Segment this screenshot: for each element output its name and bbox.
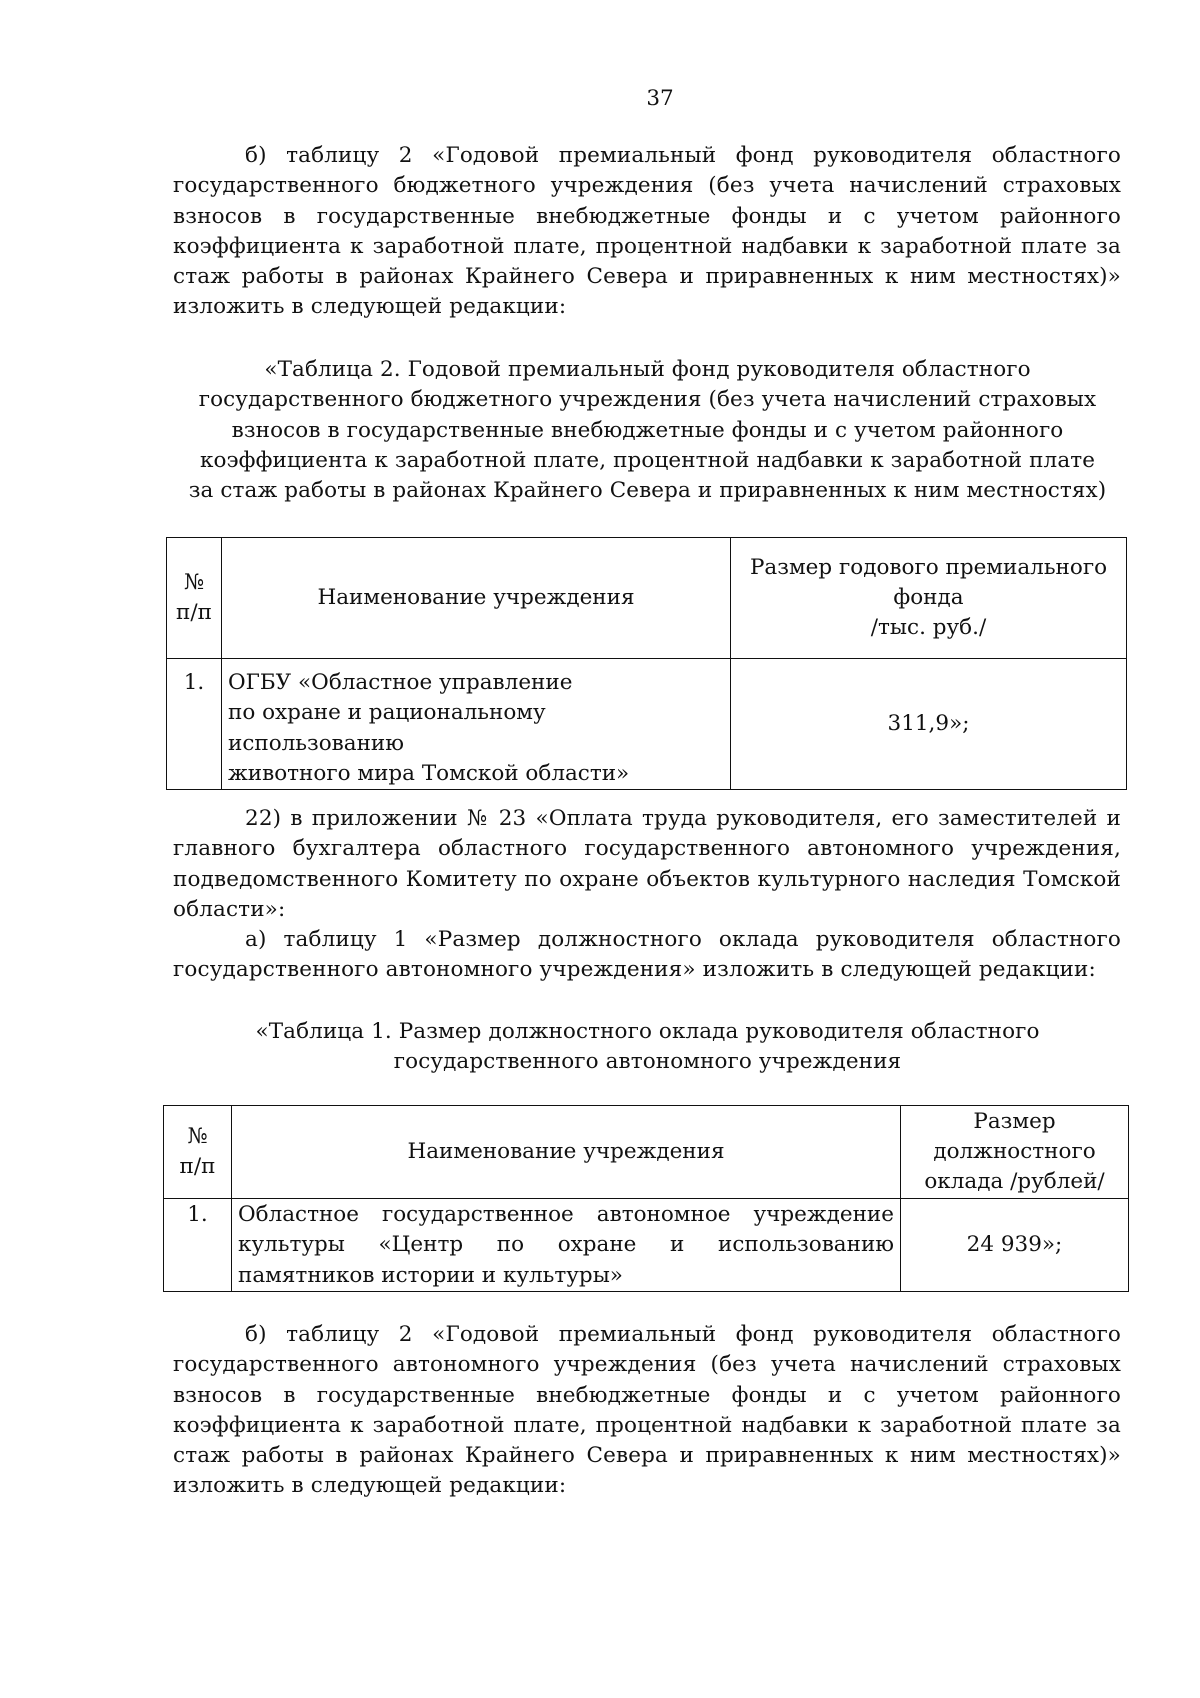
row-value: 311,9»; <box>731 659 1127 790</box>
table-row <box>164 1199 1129 1292</box>
header-name: Наименование учреждения <box>222 538 731 659</box>
header-size-line: должностного <box>933 1138 1096 1164</box>
section-b-second-text: б) таблицу 2 «Годовой премиальный фонд руководителя областного государственного автономного учреждения (без учета начислений страховых взносов в государственные внебюджетные фонды и с учетом районного коэффициента к заработной плате, процентной надбавки к заработной плате за стаж работы в районах Крайнего Севера и приравненных к ним местностях)» изложить в следующей редакции: <box>173 1322 1121 1499</box>
table1 <box>163 1105 1129 1292</box>
table2 <box>166 537 1127 790</box>
row-name: Областное государственное автономное учреждение культуры «Центр по охране и использованию памятников истории и культуры» <box>232 1199 901 1292</box>
header-size-line: Размер годового премиального <box>749 554 1108 580</box>
section-b-first <box>173 141 1121 323</box>
header-size-line: оклада /рублей/ <box>924 1169 1105 1195</box>
page-number: 37 <box>646 86 674 111</box>
table2-caption-line: взносов в государственные внебюджетные фонды и с учетом районного <box>231 417 1064 443</box>
item-22a-text: а) таблицу 1 «Размер должностного оклада руководителя областного государственного автономного учреждения» изложить в следующей редакции: <box>173 927 1121 983</box>
row-name-line: по охране и рациональному использованию <box>228 700 546 756</box>
header-num-line: № <box>183 569 205 595</box>
header-size <box>731 538 1127 659</box>
item-22-text: 22) в приложении № 23 «Оплата труда руководителя, его заместителей и главного бухгалтера областного государственного автономного учреждения, подведомственного Комитету по охране объектов культурного наследия Томской области»: <box>173 806 1121 922</box>
header-num-line: п/п <box>179 1154 216 1179</box>
table-header-row <box>164 1106 1129 1199</box>
table-header-row <box>167 538 1127 659</box>
item-22 <box>173 804 1121 986</box>
row-name-line: животного мира Томской области» <box>228 760 630 786</box>
header-name: Наименование учреждения <box>232 1106 901 1199</box>
header-num <box>164 1106 232 1199</box>
row-value: 24 939»; <box>901 1199 1129 1292</box>
row-name-line: ОГБУ «Областное управление <box>228 670 573 695</box>
table-row <box>167 659 1127 790</box>
table1-caption <box>155 1017 1140 1078</box>
header-num-line: п/п <box>176 600 212 625</box>
header-size-line: /тыс. руб./ <box>870 615 987 641</box>
header-size-line: фонда <box>893 584 964 610</box>
table1-caption-line: государственного автономного учреждения <box>393 1049 902 1075</box>
row-num: 1. <box>164 1199 232 1292</box>
header-size-line: Размер <box>973 1108 1056 1134</box>
table2-caption <box>155 355 1140 506</box>
header-num <box>167 538 222 659</box>
header-size <box>901 1106 1129 1199</box>
section-b-first-text: б) таблицу 2 «Годовой премиальный фонд руководителя областного государственного бюджетного учреждения (без учета начислений страховых взносов в государственные внебюджетные фонды и с учетом районного коэффициента к заработной плате, процентной надбавки к заработной плате за стаж работы в районах Крайнего Севера и приравненных к ним местностях)» изложить в следующей редакции: <box>173 143 1121 320</box>
section-b-second <box>173 1320 1121 1502</box>
table2-caption-line: государственного бюджетного учреждения (без учета начислений страховых <box>198 387 1097 413</box>
row-num: 1. <box>167 659 222 790</box>
row-name <box>222 659 731 790</box>
table2-caption-line: за стаж работы в районах Крайнего Севера и приравненных к ним местностях) <box>188 478 1107 504</box>
table2-caption-line: «Таблица 2. Годовой премиальный фонд руководителя областного <box>264 357 1031 382</box>
table1-caption-line: «Таблица 1. Размер должностного оклада руководителя областного <box>255 1019 1040 1044</box>
header-num-line: № <box>187 1123 208 1149</box>
table2-caption-line: коэффициента к заработной плате, процентной надбавки к заработной плате <box>199 447 1096 473</box>
